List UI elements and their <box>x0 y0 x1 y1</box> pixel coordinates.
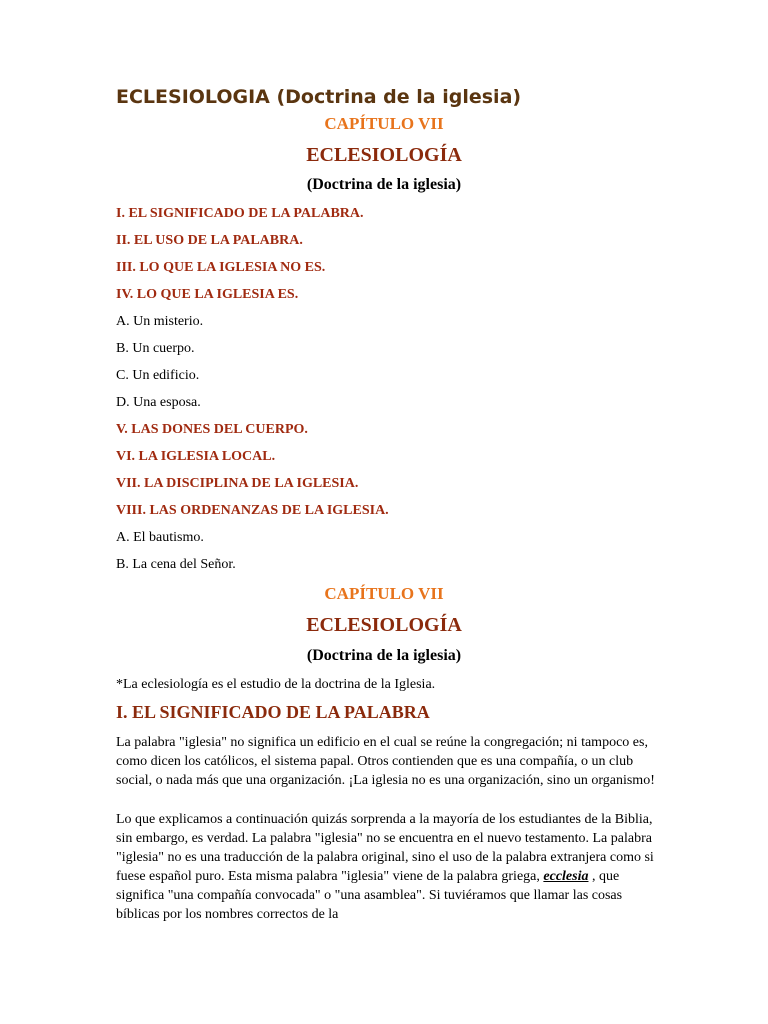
section-heading: I. EL SIGNIFICADO DE LA PALABRA <box>116 702 430 722</box>
greek-term: ecclesia <box>543 869 589 884</box>
toc-item-v: V. LAS DONES DEL CUERPO. <box>116 422 308 437</box>
document-title: ECLESIOLOGIA (Doctrina de la iglesia) <box>116 86 522 108</box>
paragraph-2-continuation: , que significa "una compañía convocada" o "una asamblea". Si tuviéramos que llamar las cosas bíblicas por los nombres correctos de la <box>116 869 623 922</box>
toc-item-vii: VII. LA DISCIPLINA DE LA IGLESIA. <box>116 476 359 491</box>
chapter-title: ECLESIOLOGÍA <box>306 144 462 166</box>
toc-subitem-b: B. Un cuerpo. <box>116 341 195 356</box>
toc-subitem-cena: B. La cena del Señor. <box>116 557 236 572</box>
toc-subitem-bautismo: A. El bautismo. <box>116 530 204 545</box>
paragraph-2 <box>116 810 656 924</box>
body-chapter-label: CAPÍTULO VII <box>324 584 444 603</box>
toc-subitem-a: A. Un misterio. <box>116 314 204 329</box>
toc-item-iii: III. LO QUE LA IGLESIA NO ES. <box>116 260 326 275</box>
chapter-subtitle: (Doctrina de la iglesia) <box>306 176 462 193</box>
paragraph-2-text: Lo que explicamos a continuación quizás sorprenda a la mayoría de los estudiantes de la Biblia, sin embargo, es verdad. La palabra "iglesia" no se encuentra en el nuevo testamento. La palabra "iglesia" no es una traducción de la palabra original, sino el uso de la palabra extranjera como si fuese español puro. Esta misma palabra "iglesia" viene de la palabra griega, <box>116 812 654 884</box>
toc-subitem-d: D. Una esposa. <box>116 395 201 410</box>
paragraph-1: La palabra "iglesia" no significa un edificio en el cual se reúne la congregación; ni tampoco es, como dicen los católicos, el sistema papal. Otros contienden que es una compañía, o un club social, o nada más que una organización. ¡La iglesia no es una organización, sino un organismo! <box>116 735 655 788</box>
toc-subitem-c: C. Un edificio. <box>116 368 200 383</box>
chapter-label: CAPÍTULO VII <box>324 114 444 133</box>
toc-item-viii: VIII. LAS ORDENANZAS DE LA IGLESIA. <box>116 503 389 518</box>
body-chapter-subtitle: (Doctrina de la iglesia) <box>306 647 462 664</box>
body-chapter-title: ECLESIOLOGÍA <box>306 614 462 636</box>
toc-item-iv: IV. LO QUE LA IGLESIA ES. <box>116 287 299 302</box>
intro-text: *La eclesiología es el estudio de la doctrina de la Iglesia. <box>116 677 436 692</box>
toc-item-i: I. EL SIGNIFICADO DE LA PALABRA. <box>116 206 364 221</box>
toc-item-vi: VI. LA IGLESIA LOCAL. <box>116 449 276 464</box>
toc-item-ii: II. EL USO DE LA PALABRA. <box>116 233 303 248</box>
